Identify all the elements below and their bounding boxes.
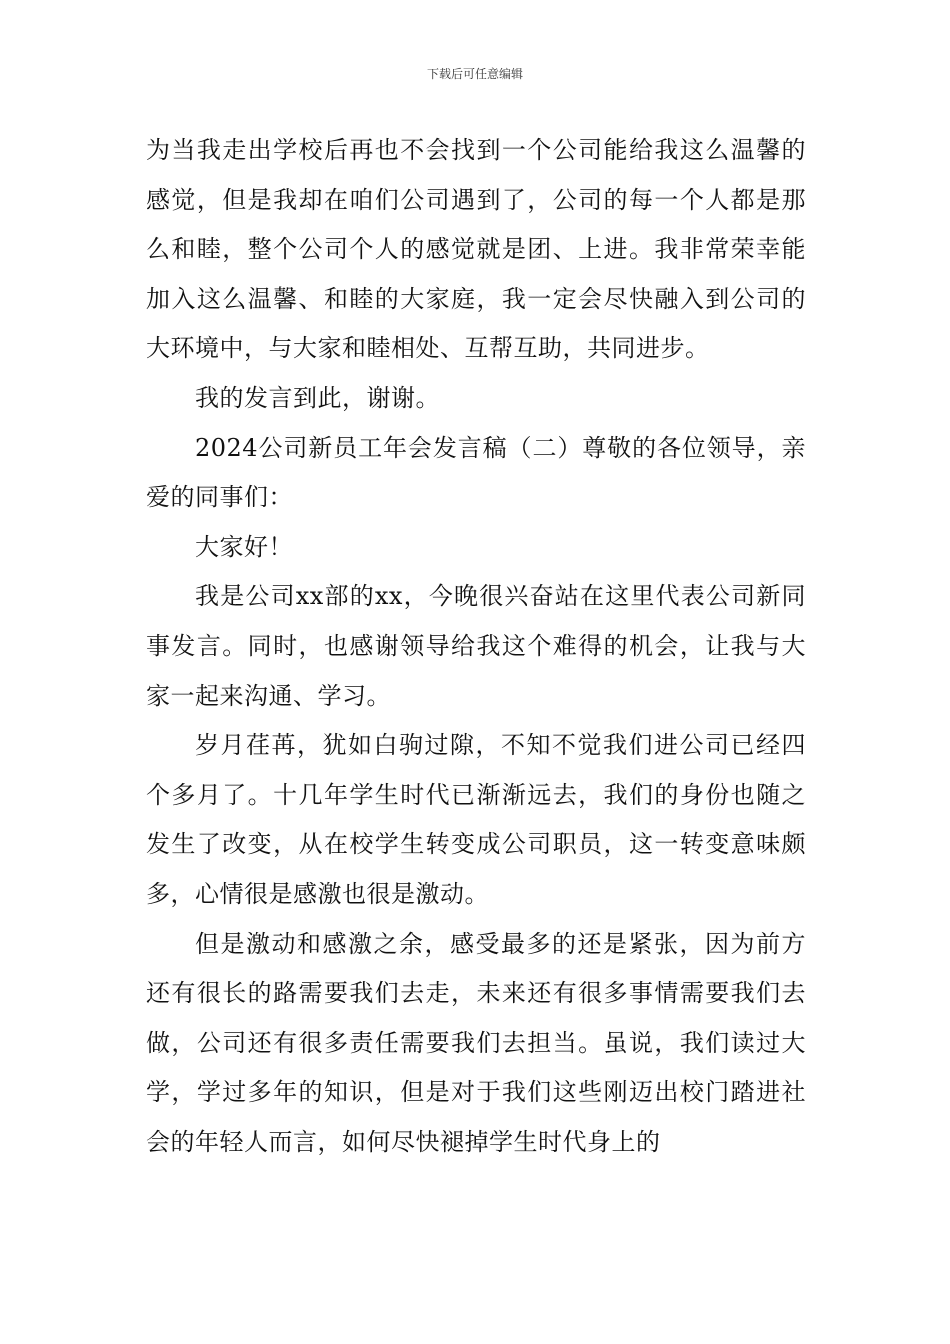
- paragraph-2: 我的发言到此，谢谢。: [195, 383, 440, 412]
- paragraph-3: 2024公司新员工年会发言稿（二）尊敬的各位领导，亲爱的同事们：: [146, 433, 806, 512]
- paragraph-6: 岁月荏苒，犹如白驹过隙，不知不觉我们进公司已经四个多月了。十几年学生时代已渐渐远去，我们的身份也随之发生了改变，从在校学生转变成公司职员，这一转变意味颇多，心情很是感激也很是激动。: [146, 731, 806, 908]
- paragraph-5: 我是公司xx部的xx，今晚很兴奋站在这里代表公司新同事发言。同时，也感谢领导给我这个难得的机会，让我与大家一起来沟通、学习。: [146, 582, 806, 710]
- paragraph-1: 为当我走出学校后再也不会找到一个公司能给我这么温馨的感觉，但是我却在咱们公司遇到了，公司的每一个人都是那么和睦，整个公司个人的感觉就是团、上进。我非常荣幸能加入这么温馨、和睦的大家庭，我一定会尽快融入到公司的大环境中，与大家和睦相处、互帮互助，共同进步。: [146, 136, 806, 363]
- page-header: 下载后可任意编辑: [426, 67, 523, 81]
- paragraph-7: 但是激动和感激之余，感受最多的还是紧张，因为前方还有很长的路需要我们去走，未来还有很多事情需要我们去做，公司还有很多责任需要我们去担当。虽说，我们读过大学，学过多年的知识，但是对于我们这些刚迈出校门踏进社会的年轻人而言，如何尽快褪掉学生时代身上的: [146, 929, 806, 1156]
- document-body: [146, 126, 806, 1167]
- paragraph-4: 大家好！: [195, 532, 293, 561]
